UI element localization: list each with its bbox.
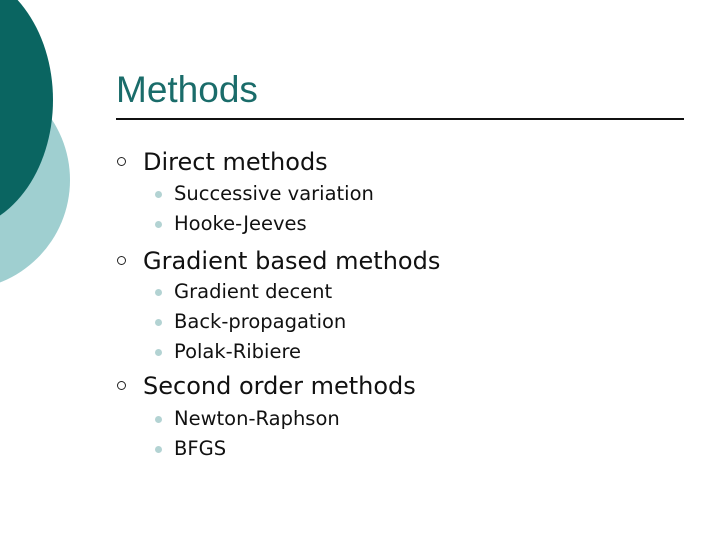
ring-bullet-icon	[117, 157, 126, 166]
dot-bullet-icon	[155, 221, 162, 228]
dot-bullet-icon	[155, 446, 162, 453]
slide-title: Methods	[116, 69, 258, 110]
bullet-level2-label: Polak-Ribiere	[174, 340, 302, 363]
bullet-level2-label: Back-propagation	[174, 310, 347, 333]
bullet-level2-label: BFGS	[174, 437, 227, 460]
bullet-level2-label: Hooke-Jeeves	[174, 212, 307, 235]
dot-bullet-icon	[155, 319, 162, 326]
bullet-level2-label: Successive variation	[174, 182, 374, 205]
dot-bullet-icon	[155, 416, 162, 423]
dot-bullet-icon	[155, 349, 162, 356]
ring-bullet-icon	[117, 256, 126, 265]
bullet-level1-label: Second order methods	[143, 372, 416, 400]
bullet-level1-label: Direct methods	[143, 148, 328, 176]
bullet-level2-label: Newton-Raphson	[174, 407, 340, 430]
dot-bullet-icon	[155, 191, 162, 198]
bullet-level2-label: Gradient decent	[174, 280, 333, 303]
dot-bullet-icon	[155, 289, 162, 296]
bullet-level1-label: Gradient based methods	[143, 247, 441, 275]
ring-bullet-icon	[117, 381, 126, 390]
